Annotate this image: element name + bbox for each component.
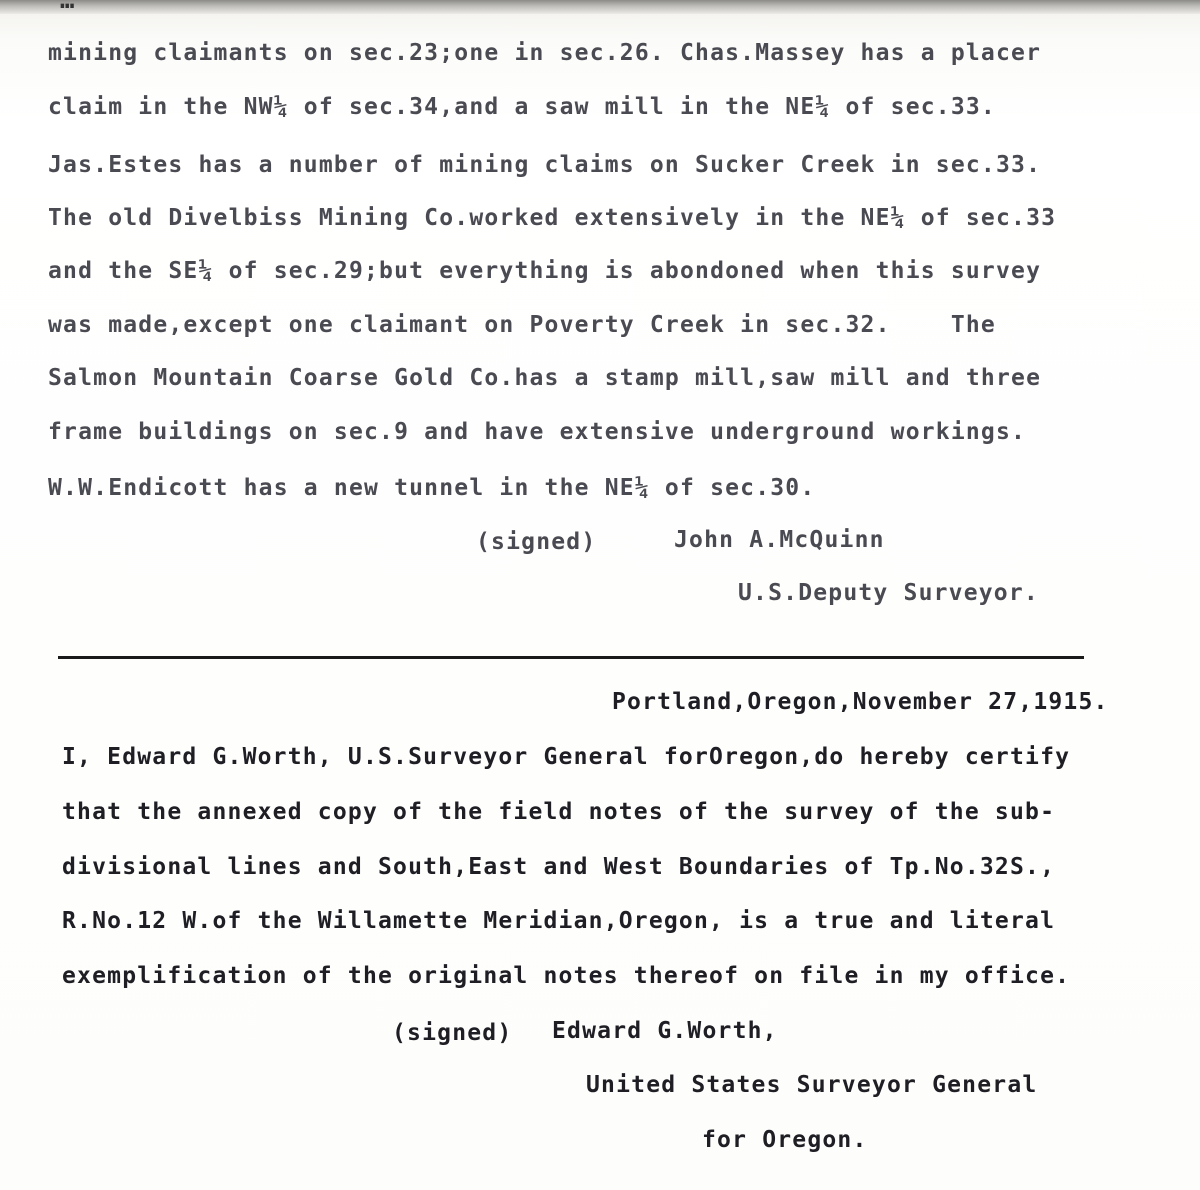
certificate-signed-label: (signed): [392, 1020, 513, 1046]
report-line-5: and the SE¼ of sec.29;but everything is abondoned when this survey: [48, 258, 1042, 284]
report-line-2: claim in the NW¼ of sec.34,and a saw mill in the NE¼ of sec.33.: [48, 94, 996, 120]
certificate-line-1: I, Edward G.Worth, U.S.Surveyor General forOregon,do hereby certify: [62, 744, 1071, 770]
report-signed-label: (signed): [476, 529, 597, 555]
report-line-4: The old Divelbiss Mining Co.worked extensively in the NE¼ of sec.33: [48, 205, 1057, 231]
certificate-signer-title-2: for Oregon.: [702, 1127, 868, 1153]
report-line-6: was made,except one claimant on Poverty Creek in sec.32. The: [48, 312, 996, 338]
report-line-7: Salmon Mountain Coarse Gold Co.has a stamp mill,saw mill and three: [48, 365, 1042, 391]
certificate-place-date: Portland,Oregon,November 27,1915.: [612, 689, 1109, 715]
report-line-1: mining claimants on sec.23;one in sec.26. Chas.Massey has a placer: [48, 40, 1042, 66]
certificate-signer-name: Edward G.Worth,: [552, 1018, 778, 1044]
certificate-line-2: that the annexed copy of the field notes of the survey of the sub-: [62, 799, 1056, 825]
report-line-9: W.W.Endicott has a new tunnel in the NE¼ of sec.30.: [48, 475, 816, 501]
page-top-fold: [0, 0, 1200, 14]
report-signer-name: John A.McQuinn: [674, 527, 885, 553]
report-line-3: Jas.Estes has a number of mining claims on Sucker Creek in sec.33.: [48, 152, 1042, 178]
section-divider: [58, 656, 1084, 659]
report-signer-title: U.S.Deputy Surveyor.: [738, 580, 1039, 606]
certificate-line-3: divisional lines and South,East and West Boundaries of Tp.No.32S.,: [62, 854, 1056, 880]
report-line-8: frame buildings on sec.9 and have extensive underground workings.: [48, 419, 1027, 445]
certificate-line-5: exemplification of the original notes thereof on file in my office.: [62, 963, 1071, 989]
cut-off-heading: …: [60, 0, 77, 14]
certificate-signer-title-1: United States Surveyor General: [586, 1072, 1038, 1098]
certificate-line-4: R.No.12 W.of the Willamette Meridian,Oregon, is a true and literal: [62, 908, 1056, 934]
